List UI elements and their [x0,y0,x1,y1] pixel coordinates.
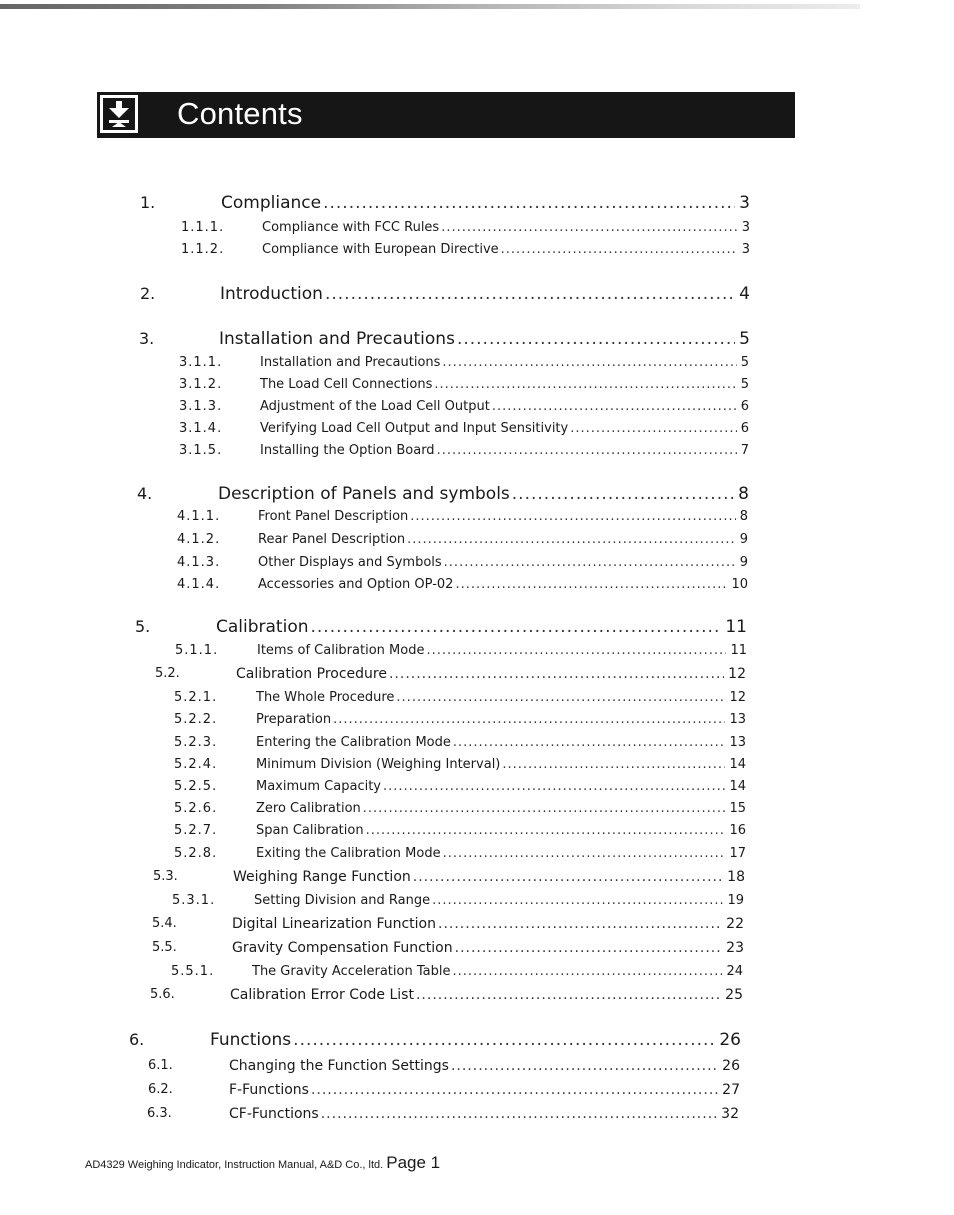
toc-page: 15 [729,801,746,816]
toc-number: 1. [140,193,156,212]
toc-page: 26 [722,1058,740,1074]
toc-page: 8 [739,509,748,524]
toc-number: 5.1.1. [175,643,219,658]
toc-title: Span Calibration [256,823,364,838]
dot-leader [383,779,725,794]
toc-page: 25 [725,987,743,1003]
toc-number: 6. [129,1030,145,1049]
toc-title: Installation and Precautions [219,329,455,349]
toc-number: 1.1.1. [181,220,225,235]
toc-page: 18 [727,869,745,885]
toc-number: 3. [139,329,155,348]
toc-title: Compliance [221,193,322,213]
dot-leader [325,284,735,304]
dot-leader [457,329,735,349]
toc-title: Adjustment of the Load Cell Output [260,399,490,414]
download-arrow-icon [100,95,138,133]
toc-page: 16 [729,823,746,838]
dot-leader [416,987,721,1003]
toc-title: Preparation [256,712,332,727]
toc-title: F-Functions [229,1082,309,1098]
toc-page: 7 [740,443,749,458]
toc-number: 4. [137,484,153,503]
toc-page: 5 [739,329,750,349]
dot-leader [311,1082,718,1098]
dot-leader [363,801,726,816]
dot-leader [512,484,734,504]
toc-number: 5.2.7. [174,823,218,838]
toc-page: 6 [740,399,749,414]
toc-title: Other Displays and Symbols [258,555,442,570]
toc-number: 1.1.2. [181,242,225,257]
dot-leader [492,399,737,414]
toc-page: 3 [741,242,750,257]
toc-page: 10 [731,577,748,592]
toc-number: 5.2.1. [174,690,218,705]
toc-page: 11 [725,617,747,637]
toc-number: 3.1.1. [179,355,223,370]
dot-leader [455,940,723,956]
dot-leader [413,869,723,885]
toc-page: 12 [729,690,746,705]
toc-page: 32 [721,1106,739,1122]
toc-title: Maximum Capacity [256,779,381,794]
dot-leader [410,509,735,524]
dot-leader [455,577,727,592]
toc-number: 3.1.3. [179,399,223,414]
toc-page: 27 [722,1082,740,1098]
toc-number: 5.5. [152,940,177,955]
toc-title: Installing the Option Board [260,443,435,458]
dot-leader [442,355,736,370]
dot-leader [441,220,738,235]
toc-page: 26 [719,1030,741,1050]
dot-leader [321,1106,717,1122]
dot-leader [502,757,725,772]
toc-page: 12 [728,666,746,682]
dot-leader [396,690,725,705]
toc-title: Introduction [220,284,323,304]
toc-number: 3.1.4. [179,421,223,436]
toc-number: 5.4. [152,916,177,931]
toc-page: 5 [740,377,749,392]
toc-number: 5.3.1. [172,893,216,908]
toc-page: 9 [739,555,748,570]
toc-page: 13 [729,712,746,727]
dot-leader [452,964,722,979]
toc-title: Changing the Function Settings [229,1058,449,1074]
toc-page: 3 [741,220,750,235]
dot-leader [333,712,725,727]
toc-title: Compliance with European Directive [262,242,499,257]
dot-leader [443,846,726,861]
toc-title: Installation and Precautions [260,355,441,370]
toc-page: 22 [726,916,744,932]
toc-title: Calibration Error Code List [230,987,414,1003]
toc-title: The Whole Procedure [256,690,395,705]
toc-number: 3.1.5. [179,443,223,458]
toc-title: Description of Panels and symbols [218,484,510,504]
toc-number: 6.3. [147,1106,172,1121]
toc-title: Gravity Compensation Function [232,940,453,956]
dot-leader [451,1058,718,1074]
toc-title: Rear Panel Description [258,532,406,547]
toc-page: 6 [740,421,749,436]
toc-page: 8 [738,484,749,504]
toc-page: 5 [740,355,749,370]
toc-number: 2. [140,284,156,303]
dot-leader [570,421,737,436]
toc-title: Verifying Load Cell Output and Input Sensitivity [260,421,569,436]
dot-leader [453,735,726,750]
toc-number: 5.5.1. [171,964,215,979]
toc-page: 14 [729,779,746,794]
toc-page: 24 [726,964,743,979]
dot-leader [501,242,738,257]
toc-number: 5.3. [153,869,178,884]
toc-page: 3 [739,193,750,213]
toc-page: 9 [739,532,748,547]
toc-number: 5.2.6. [174,801,218,816]
toc-title: Calibration [216,617,309,637]
toc-number: 6.1. [148,1058,173,1073]
toc-title: Compliance with FCC Rules [262,220,440,235]
toc-title: Weighing Range Function [233,869,411,885]
toc-title: Accessories and Option OP-02 [258,577,454,592]
dot-leader [366,823,726,838]
top-scan-line [0,4,860,9]
toc-number: 5.2.8. [174,846,218,861]
toc-number: 3.1.2. [179,377,223,392]
toc-title: Setting Division and Range [254,893,431,908]
toc-title: Digital Linearization Function [232,916,436,932]
toc-number: 5.2.3. [174,735,218,750]
toc-number: 5.2.4. [174,757,218,772]
dot-leader [432,893,723,908]
toc-title: CF-Functions [229,1106,319,1122]
page-title: Contents [177,96,303,131]
page-footer [85,1153,440,1173]
toc-title: Functions [210,1030,292,1050]
toc-page: 4 [739,284,750,304]
dot-leader [444,555,736,570]
contents-banner [97,92,795,138]
toc-title: The Load Cell Connections [260,377,433,392]
dot-leader [407,532,736,547]
dot-leader [434,377,736,392]
toc-title: Entering the Calibration Mode [256,735,451,750]
toc-number: 4.1.1. [177,509,221,524]
toc-number: 4.1.4. [177,577,221,592]
toc-title: Zero Calibration [256,801,361,816]
toc-page: 13 [729,735,746,750]
dot-leader [437,443,737,458]
toc-number: 5.2.5. [174,779,218,794]
toc-number: 5.6. [150,987,175,1002]
dot-leader [438,916,722,932]
toc-title: Items of Calibration Mode [257,643,425,658]
toc-page: 11 [730,643,747,658]
toc-title: Front Panel Description [258,509,409,524]
toc-number: 6.2. [148,1082,173,1097]
toc-number: 5.2.2. [174,712,218,727]
toc-title: Exiting the Calibration Mode [256,846,441,861]
toc-number: 5.2. [155,666,180,681]
dot-leader [426,643,726,658]
dot-leader [311,617,722,637]
footer-text: AD4329 Weighing Indicator, Instruction Manual, A&D Co., ltd. [85,1159,384,1171]
dot-leader [293,1030,715,1050]
toc-page: 23 [726,940,744,956]
toc-number: 5. [135,617,151,636]
dot-leader [389,666,724,682]
toc-title: Minimum Division (Weighing Interval) [256,757,501,772]
toc-page: 14 [729,757,746,772]
toc-number: 4.1.2. [177,532,221,547]
toc-title: The Gravity Acceleration Table [252,964,451,979]
toc-page: 19 [727,893,744,908]
dot-leader [323,193,735,213]
footer-page-label: Page 1 [386,1153,441,1172]
toc-number: 4.1.3. [177,555,221,570]
toc-title: Calibration Procedure [236,666,387,682]
toc-page: 17 [729,846,746,861]
